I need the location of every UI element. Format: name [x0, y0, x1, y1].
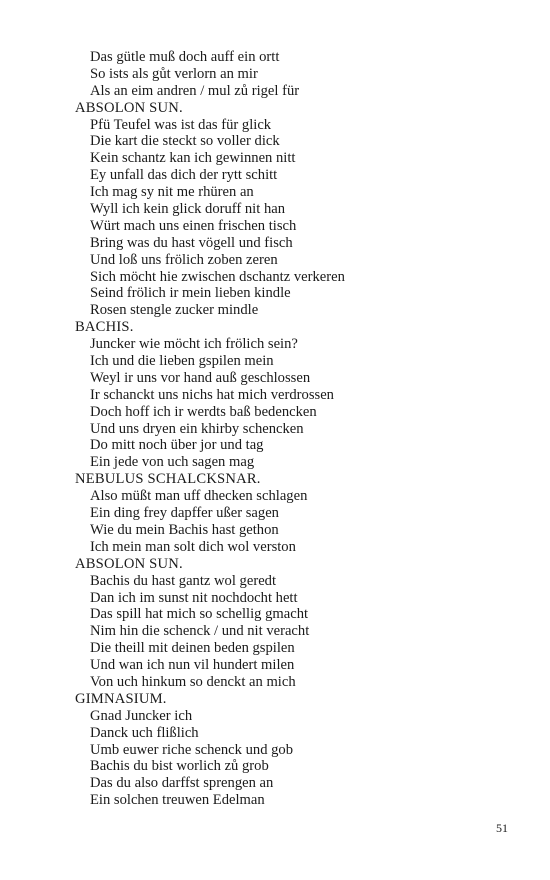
- verse-line: Würt mach uns einen frischen tisch: [90, 217, 297, 234]
- verse-line: Seind frölich ir mein lieben kindle: [90, 285, 291, 302]
- verse-line: Wyll ich kein glick doruff nit han: [90, 201, 286, 218]
- verse-line: Ein ding frey dapffer ußer sagen: [90, 505, 279, 522]
- verse-line: Ey unfall das dich der rytt schitt: [90, 167, 278, 184]
- verse-line: Gnad Juncker ich: [90, 707, 193, 724]
- verse-line: Bachis du hast gantz wol geredt: [90, 572, 277, 589]
- verse-line: Doch hoff ich ir werdts baß bedencken: [90, 403, 317, 420]
- verse-line: Das spill hat mich so schellig gmacht: [90, 606, 309, 623]
- verse-line: Als an eim andren / mul zů rigel für: [90, 82, 300, 99]
- verse-line: Ich mag sy nit me rhüren an: [90, 184, 254, 201]
- verse-line: Juncker wie möcht ich frölich sein?: [90, 336, 298, 353]
- verse-line: So ists als gůt verlorn an mir: [90, 65, 258, 82]
- verse-line: Sich möcht hie zwischen dschantz verkeren: [90, 268, 345, 285]
- verse-line: Umb euwer riche schenck und gob: [90, 741, 294, 758]
- verse-line: Weyl ir uns vor hand auß geschlossen: [90, 369, 311, 386]
- verse-line: Do mitt noch über jor und tag: [90, 437, 264, 454]
- verse-line: Rosen stengle zucker mindle: [90, 302, 259, 319]
- verse-line: Ich und die lieben gspilen mein: [90, 353, 274, 370]
- verse-line: Wie du mein Bachis hast gethon: [90, 521, 279, 538]
- verse-line: Das du also darffst sprengen an: [90, 775, 274, 792]
- verse-line: Die theill mit deinen beden gspilen: [90, 640, 295, 657]
- page-number: 51: [496, 821, 508, 835]
- speaker-name: BACHIS.: [75, 319, 134, 336]
- play-text: [75, 49, 515, 809]
- verse-line: Ein solchen treuwen Edelman: [90, 792, 265, 809]
- verse-line: Von uch hinkum so denckt an mich: [90, 673, 296, 690]
- verse-line: Danck uch flißlich: [90, 724, 199, 741]
- verse-line: Kein schantz kan ich gewinnen nitt: [90, 150, 296, 167]
- verse-line: Dan ich im sunst nit nochdocht hett: [90, 589, 298, 606]
- verse-line: Das gütle muß doch auff ein ortt: [90, 49, 280, 65]
- verse-line: Pfü Teufel was ist das für glick: [90, 116, 272, 133]
- verse-line: Ein jede von uch sagen mag: [90, 454, 255, 471]
- verse-line: Nim hin die schenck / und nit veracht: [90, 623, 310, 640]
- verse-line: Ir schanckt uns nichs hat mich verdrossen: [90, 386, 334, 403]
- verse-line: Die kart die steckt so voller dick: [90, 133, 280, 150]
- verse-line: Und uns dryen ein khirby schencken: [90, 420, 304, 437]
- verse-line: Ich mein man solt dich wol verston: [90, 538, 296, 555]
- verse-line: Also müßt man uff dhecken schlagen: [90, 488, 308, 505]
- speaker-name: ABSOLON SUN.: [75, 99, 183, 116]
- speaker-name: GIMNASIUM.: [75, 690, 167, 707]
- speaker-name: ABSOLON SUN.: [75, 555, 183, 572]
- verse-line: Bachis du bist worlich zů grob: [90, 758, 269, 775]
- speaker-name: NEBULUS SCHALCKSNAR.: [75, 471, 261, 488]
- verse-line: Bring was du hast vögell und fisch: [90, 234, 293, 251]
- verse-line: Und wan ich nun vil hundert milen: [90, 657, 295, 674]
- verse-line: Und loß uns frölich zoben zeren: [90, 251, 278, 268]
